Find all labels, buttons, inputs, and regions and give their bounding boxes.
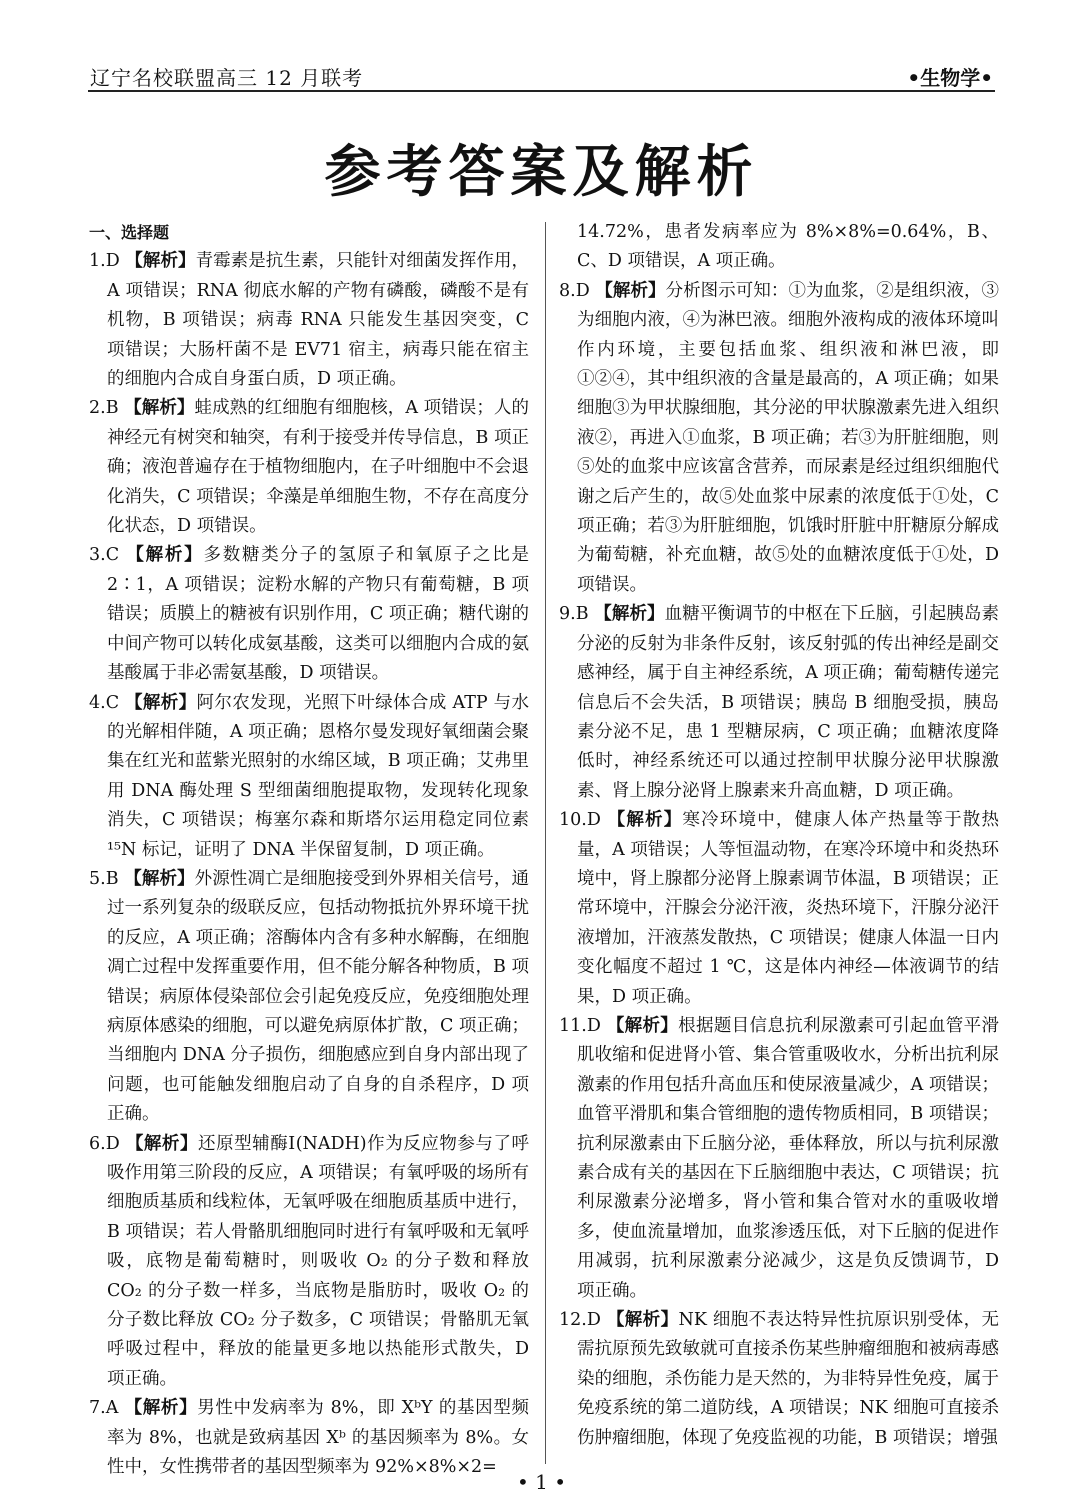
page-title: 参考答案及解析 — [324, 140, 759, 205]
header-subject: •生物学• — [907, 66, 993, 90]
page-number: • 1 • — [516, 1470, 567, 1494]
answer-item: 12.D 【解析】NK 细胞不表达特异性抗原识别受体，无需抗原预先致敏就可直接杀伤某些肿瘤细胞和被病毒感染的细胞，杀伤能力是天然的，为非特异性免疫，属于免疫系统的第二道防线，A 项错误；NK 细胞可直接杀伤肿瘤细胞，体现了免疫监视的功能，B 项错误；增强 — [559, 1310, 999, 1448]
section-title: 一、选择题 — [89, 223, 170, 242]
answer-item: 5.B 【解析】外源性凋亡是细胞接受到外界相关信号，通过一系列复杂的级联反应，包括动物抵抗外界环境干扰的反应，A 项正确；溶酶体内含有多种水解酶，在细胞凋亡过程中发挥重要作用，但不能分解各种物质，B 项错误；病原体侵染部位会引起免疫反应，免疫细胞处理病原体感染的细胞，可以避免病原体扩散，C 项正确；当细胞内 DNA 分子损伤，细胞感应到自身内部出现了问题，也可能触发细胞启动了自身的自杀程序，D 项正确。 — [89, 868, 530, 1125]
column-divider — [545, 222, 546, 1464]
answer-item: 11.D 【解析】根据题目信息抗利尿激素可引起血管平滑肌收缩和促进肾小管、集合管重吸收水，分析出抗利尿激素的作用包括升高血压和使尿液量减少，A 项错误；血管平滑肌和集合管细胞的遗传物质相同，B 项错误；抗利尿激素由下丘脑分泌，垂体释放，所以与抗利尿激素合成有关的基因在下丘脑细胞中表达，C 项错误；抗利尿激素分泌增多，肾小管和集合管对水的重吸收增多，使血流量增加，血浆渗透压低，对下丘脑的促进作用减弱，抗利尿激素分泌减少，这是负反馈调节，D 项正确。 — [559, 1015, 999, 1301]
answer-item: 6.D 【解析】还原型辅酶Ⅰ(NADH)作为反应物参与了呼吸作用第三阶段的反应，A 项错误；有氧呼吸的场所有细胞质基质和线粒体，无氧呼吸在细胞质基质中进行，B 项错误；若人骨骼肌细胞同时进行有氧呼吸和无氧呼吸，底物是葡萄糖时，则吸收 O₂ 的分子数和释放 CO₂ 的分子数一样多，当底物是脂肪时，吸收 O₂ 的分子数比释放 CO₂ 分子数多，C 项错误；骨骼肌无氧呼吸过程中，释放的能量更多地以热能形式散失，D 项正确。 — [89, 1133, 529, 1389]
answer-item: 2.B 【解析】蛙成熟的红细胞有细胞核，A 项错误；人的神经元有树突和轴突，有利于接受并传导信息，B 项正确；液泡普遍存在于植物细胞内，在子叶细胞中不会退化消失，C 项错误；伞藻是单细胞生物，不存在高度分化状态，D 项错误。 — [89, 398, 529, 537]
answer-item: 4.C 【解析】阿尔农发现，光照下叶绿体合成 ATP 与水的光解相伴随，A 项正确；恩格尔曼发现好氧细菌会聚集在红光和蓝紫光照射的水绵区域，B 项正确；艾弗里用 DNA 酶处理 S 型细菌细胞提取物，发现转化现象消失，C 项错误；梅塞尔森和斯塔尔运用稳定同位素¹⁵N 标记，证明了 DNA 半保留复制，D 项正确。 — [89, 692, 529, 860]
header-exam-name: 辽宁名校联盟高三 12 月联考 — [90, 66, 364, 90]
answer-item: 3.C 【解析】多数糖类分子的氢原子和氧原子之比是 2∶1，A 项错误；淀粉水解的产物只有葡萄糖，B 项错误；质膜上的糖被有识别作用，C 项正确；糖代谢的中间产物可以转化成氨基酸，这类可以细胞内合成的氨基酸属于非必需氨基酸，D 项错误。 — [89, 545, 529, 684]
right-column — [559, 218, 999, 1453]
left-column — [89, 218, 529, 1482]
answer-item: 10.D 【解析】寒冷环境中，健康人体产热量等于散热量，A 项错误；人等恒温动物，在寒冷环境中和炎热环境中，肾上腺都分泌肾上腺素调节体温，B 项错误；正常环境中，汗腺会分泌汗液，炎热环境下，汗腺分泌汗液增加，汗液蒸发散热，C 项错误；健康人体温一日内变化幅度不超过 1 ℃，这是体内神经—体液调节的结果，D 项正确。 — [559, 810, 1000, 1007]
answer-item-continued: 14.72%，患者发病率应为 8%×8%=0.64%，B、C、D 项错误，A 项正确。 — [577, 222, 999, 272]
answer-item: 1.D 【解析】青霉素是抗生素，只能针对细菌发挥作用，A 项错误；RNA 彻底水解的产物有磷酸，磷酸不是有机物，B 项错误；病毒 RNA 只能发生基因突变，C 项错误；大肠杆菌不是 EV71 宿主，病毒只能在宿主的细胞内合成自身蛋白质，D 项正确。 — [89, 251, 530, 390]
page-header — [88, 60, 995, 92]
answer-item: 8.D 【解析】分析图示可知：①为血浆，②是组织液，③为细胞内液，④为淋巴液。细胞外液构成的液体环境叫作内环境，主要包括血浆、组织液和淋巴液，即①②④，其中组织液的含量是最高的，A 项正确；如果细胞③为甲状腺细胞，其分泌的甲状腺激素先进入组织液②，再进入①血浆，B 项正确；若③为肝脏细胞，则⑤处的血浆中应该富含营养，而尿素是经过组织细胞代谢之后产生的，故⑤处血浆中尿素的浓度低于①处，C 项正确；若③为肝脏细胞，饥饿时肝脏中肝糖原分解成为葡萄糖，补充血糖，故⑤处的血糖浓度低于①处，D 项错误。 — [559, 280, 1000, 595]
answer-item: 9.B 【解析】血糖平衡调节的中枢在下丘脑，引起胰岛素分泌的反射为非条件反射，该反射弧的传出神经是副交感神经，属于自主神经系统，A 项正确；葡萄糖传递完信息后不会失活，B 项错误；胰岛 B 细胞受损，胰岛素分泌不足，患 1 型糖尿病，C 项正确；血糖浓度降低时，神经系统还可以通过控制甲状腺分泌甲状腺激素、肾上腺分泌肾上腺素来升高血糖，D 项正确。 — [559, 604, 1000, 801]
answer-item: 7.A 【解析】男性中发病率为 8%，即 XᵇY 的基因型频率为 8%，也就是致病基因 Xᵇ 的基因频率为 8%。女性中，女性携带者的基因型频率为 92%×8%×2= — [89, 1398, 529, 1478]
